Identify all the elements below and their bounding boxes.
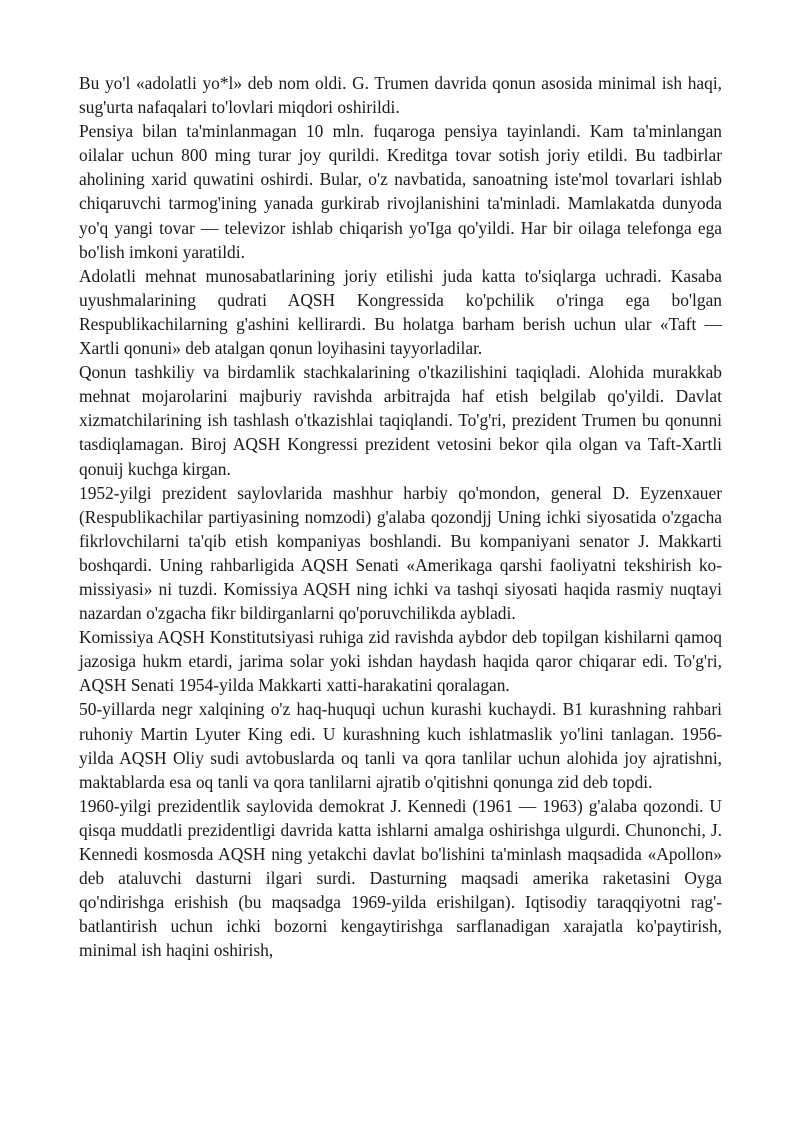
paragraph-negr-kurashi: 50-yillarda negr xalqining o'z haq-huquqi uchun kurashi kuchaydi. B1 kurashning rahbari ruhoniy Martin Lyuter King edi. U kurashning kuch ishlatmaslik yo'lini tanlagan. 1956-yilda AQSH Oliy sudi avtobuslarda oq tanli va qora tanlilar uchun alohida joy ajratishni, maktablarda esa oq tanli va qora tanlilarni ajratib o'qitishni qonunga zid deb topdi.: [79, 699, 722, 792]
paragraph-kennedi: 1960-yilgi prezidentlik saylovida demokrat J. Kennedi (1961 — 1963) g'alaba qozondi. U qisqa muddatli prezidentligi davrida katta ishlarni amalga oshirishga ulgurdi. Chunonchi, J. Kennedi kosmosda AQSH ning yetakchi davlat bo'lishini ta'minlash maqsadida «Apollon» deb ataluvchi dasturni ilgari surdi. Dasturning maqsadi amerika raketasini Oyga qo'ndirishga erishish (bu maqsadga 1969-yilda erishilgan). Iqtisodiy taraqqiyotni rag'-batlantirish uchun ichki bozorni kengaytirishga sarflanadigan xarajatla ko'paytirish, minimal ish haqini oshirish,: [79, 795, 722, 961]
paragraph-pensiya: Pensiya bilan ta'minlanmagan 10 mln. fuqaroga pensiya tayinlandi. Kam ta'minlangan oilalar uchun 800 ming turar joy qurildi. Kreditga tovar sotish joriy etildi. Bu tadbirlar aholining xarid quwatini oshirdi. Bular, o'z navbatida, sanoatning iste'mol tovarlari ishlab chiqaruvchi tarmog'ining yanada gurkirab rivojlanishini ta'minladi. Mamlakatda dunyoda yo'q yangi tovar — televizor ishlab chiqarish yo'Iga qo'yildi. Har bir oilaga telefonga ega bo'lish imkoni yaratildi.: [79, 121, 722, 262]
paragraph-adolatli-yol: Bu yo'l «adolatli yo*l» deb nom oldi. G. Trumen davrida qonun asosida minimal ish haqi, sug'urta nafaqalari to'lovlari miqdori oshirildi.: [79, 73, 722, 118]
paragraph-mehnat-munosabatlari: Adolatli mehnat munosabatlarining joriy etilishi juda katta to'siqlarga uchradi. Kasaba uyushmalarining qudrati AQSH Kongressida ko'pchilik o'ringa ega bo'lgan Respublikachilarning g'ashini kellirardi. Bu holatga barham berish uchun ular «Taft — Xartli qonuni» deb atalgan qonun loyihasini tayyorladilar.: [79, 265, 722, 359]
document-page: [79, 71, 722, 962]
paragraph-komissiya: Komissiya AQSH Konstitutsiyasi ruhiga zid ravishda aybdor deb topilgan kishilarni qamoq jazosiga hukm etardi, jarima solar yoki ishdan haydash haqida qaror chiqarar edi. To'g'ri, AQSH Senati 1954-yilda Makkarti xatti-harakatini qoralagan.: [79, 627, 722, 696]
paragraph-eyzenxauer-makkarti: 1952-yilgi prezident saylovlarida mashhur harbiy qo'mondon, general D. Eyzenxauer (Respublikachilar partiyasining nomzodi) g'alaba qozondjj Uning ichki siyosatida o'zgacha fikrlovchilarni ta'qib etish kompaniyas boshlandi. Bu kompaniyani senator J. Makkarti boshqardi. Uning rahbarligida AQSH Senati «Amerikaga qarshi faoliyatni tekshirish ko-missiyasi» ni tuzdi. Komissiya AQSH ning ichki va tashqi siyosati haqida rasmiy nuqtayi nazardan o'zgacha fikr bildirganlarni qo'poruvchilikda aybladi.: [79, 482, 722, 624]
paragraph-taft-xartli-qonuni: Qonun tashkiliy va birdamlik stachkalarining o'tkazilishini taqiqladi. Alohida murakkab mehnat mojarolarini majburiy ravishda arbitrajda haf etish belgilab qo'yildi. Davlat xizmatchilarining ish tashlash o'tkazishlai taqiqlandi. To'g'ri, prezident Trumen bu qonunni tasdiqlamagan. Biroj AQSH Kongressi prezident vetosini bekor qila olgan va Taft-Xartli qonuij kuchga kirgan.: [79, 362, 722, 479]
